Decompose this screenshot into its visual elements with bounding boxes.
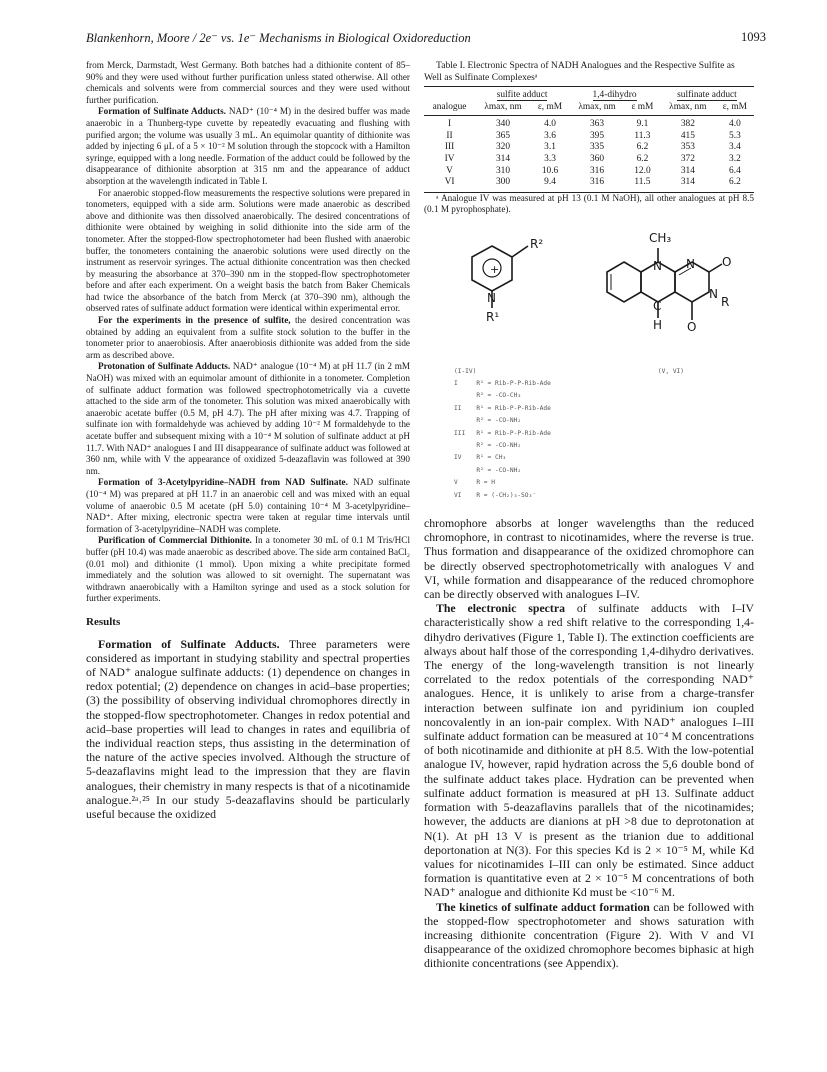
table-cell: 12.0 bbox=[634, 165, 651, 176]
table-cell: II bbox=[446, 130, 453, 141]
run-in-heading: Purification of Commercial Dithionite. bbox=[98, 535, 252, 546]
paragraph: from Merck, Darmstadt, West Germany. Both batches had a dithionite content of 85–90% and they were used without further purification unless stated otherwise. All other chemicals and solvents were from commercial sources and they were used without further purification. bbox=[86, 60, 410, 105]
group-header: sulfinate adduct bbox=[677, 90, 737, 100]
table-cell: 360 bbox=[589, 153, 605, 164]
paragraph: Formation of 3-Acetylpyridine–NADH from NAD Sulfinate. NAD sulfinate (10⁻⁴ M) was prepared at pH 11.7 in an anaerobic cell and was mixed with an equal volume of anaerobic 0.5 M acetate (pH 5.0) containing 10⁻⁴ M 3-acetylpyridine–NAD⁺. After mixing, electronic spectra were taken at regular time intervals until formation of 3-acetylpyridine–NADH was complete. bbox=[86, 477, 411, 534]
methyl-label: CH₃ bbox=[649, 230, 672, 245]
paragraph: Purification of Commercial Dithionite. In a tonometer 30 mL of 0.1 M Tris/HCl buffer (pH 10.4) was made anaerobic as described above. The side arm contained BaCl₂ (0.01 mol) and dithionite (1 mmol). Upon mixing a white precipitate formed immediately and the solution was allowed to sit overnight. The supernatant was withdrawn anaerobically with a Hamilton syringe and used as a stock solution for further experiments. bbox=[86, 535, 410, 604]
column-header: λmax, nm bbox=[475, 102, 531, 116]
run-in-heading: Protonation of Sulfinate Adducts. bbox=[98, 361, 231, 372]
table-cell: 3.1 bbox=[544, 142, 556, 153]
table-cell: 310 bbox=[495, 165, 511, 176]
table-cell: 314 bbox=[660, 177, 716, 192]
table-caption: Table I. Electronic Spectra of NADH Analogues and the Respective Sulfite as Well as Sulfinate Complexesᵃ bbox=[424, 60, 735, 83]
table-cell: 9.1 bbox=[636, 119, 649, 130]
table-cell: 365 bbox=[495, 130, 511, 141]
table-cell: 6.4 bbox=[729, 165, 741, 176]
n1-label: N bbox=[686, 256, 695, 271]
paragraph: chromophore absorbs at longer wavelengths than the reduced chromophore, in contrast to nicotinamides, where the reverse is true. Thus formation and disappearance of the oxidized chromophore can be directly observed spectrophotometrically with analogues V and VI, while formation and disappearance of the reduced chromophore can be directly observed with analogues I–IV. bbox=[424, 516, 754, 602]
legend-row: II R¹ = Rib-P-P-Rib-Ade bbox=[454, 404, 551, 412]
table-cell: 3.4 bbox=[729, 142, 741, 153]
left-column bbox=[86, 60, 410, 821]
table-cell: 314 bbox=[680, 165, 695, 176]
table-cell: 382 bbox=[680, 119, 695, 130]
table-cell: IV bbox=[444, 153, 455, 164]
table-cell: 6.2 bbox=[636, 153, 649, 164]
table-cell: 10.6 bbox=[541, 165, 559, 176]
page-header bbox=[86, 30, 766, 48]
c5-label: C bbox=[653, 298, 662, 313]
plus-sign: + bbox=[490, 262, 500, 276]
table-cell: 372 bbox=[680, 153, 695, 164]
h-label: H bbox=[653, 317, 663, 332]
legend-row: R² = -CO-CH₃ bbox=[454, 392, 522, 400]
table-cell: 3.6 bbox=[544, 130, 556, 141]
table-cell: 316 bbox=[589, 165, 605, 176]
run-in-heading: Formation of 3-Acetylpyridine–NADH from NAD Sulfinate. bbox=[98, 477, 348, 488]
table-cell: 5.3 bbox=[729, 130, 741, 141]
legend-label-left: (I-IV) bbox=[454, 367, 477, 375]
table-cell: I bbox=[447, 119, 452, 130]
page-number: 1093 bbox=[741, 30, 766, 44]
r2-label: R² bbox=[530, 236, 544, 251]
running-title: Blankenhorn, Moore / 2e⁻ vs. 1e⁻ Mechanisms in Biological Oxidoreduction bbox=[86, 31, 471, 45]
oxygen-label: O bbox=[722, 254, 732, 269]
paragraph: Formation of Sulfinate Adducts. Three parameters were considered as important in studying stability and spectral properties of NAD⁺ analogue sulfinate adducts: (1) dependence on changes in redox potential; (2) dependence on changes in acid–base properties; (3) the possibility of observing individual chromophores directly in the stopped-flow spectrophotometer. Changes in redox potential and acid–base properties will lead to changes in rates and equilibria of the individual reaction steps, thus assisting in the determination of the nature of the active species involved. Although the structure of 5-deazaflavins might lead to the impression that they are flavin analogues, their chemistry in many respects is that of a nicotinamide analogue.²ᵃ˒²⁵ In our study 5-deazaflavins should be particularly useful because the oxidized bbox=[86, 636, 410, 821]
paragraph: Protonation of Sulfinate Adducts. NAD⁺ analogue (10⁻⁴ M) at pH 11.7 (in 2 mM NaOH) was mixed with an equimolar amount of dithionite in a tonometer. Completion of sulfinate adduct formation was followed spectrophotometrically via a cuvette attached to the side arm of the tonometer. This solution was mixed anaerobically with anaerobic acetate buffer (0.5 M, pH 4.7). The pH after mixing was 4.7. Trapping of sulfinate ion with formaldehyde was achieved by adding 10⁻² M formaldehyde to the acetate buffer and subsequent mixing with a 10⁻⁴ M solution of sulfinate adduct at pH 11.7. With NAD⁺ analogues I and III disappearance of sulfinate adduct was followed at 360 nm, while with V the appearance of oxidized 5-deazaflavin was followed at 390 nm. bbox=[86, 361, 411, 476]
table-cell: III bbox=[444, 142, 455, 153]
table-cell: 4.0 bbox=[544, 119, 556, 130]
table-cell: 300 bbox=[475, 177, 531, 192]
table-cell: 353 bbox=[680, 142, 695, 153]
table-cell: 3.2 bbox=[729, 153, 741, 164]
structure-legend bbox=[454, 366, 754, 502]
table-row bbox=[424, 154, 754, 166]
table-cell: 314 bbox=[495, 153, 511, 164]
table-cell: 320 bbox=[495, 142, 511, 153]
paragraph: The electronic spectra of sulfinate adducts with I–IV characteristically show a red shift relative to the corresponding 1,4-dihydro derivatives (Figure 1, Table I). The extinction coefficients are always about half those of the corresponding 1,4-dihydro derivatives. The energy of the long-wavelength transition is not linearly correlated to the redox potentials of the corresponding NAD⁺ analogues. Hence, it is unlikely to arise from a charge-transfer interaction between sulfinate ion and pyridinium ion coupled noncovalently in an ion-pair complex. With NAD⁺ analogues I–III sulfinate adduct formation can be measured at 10⁻⁴ M concentrations of both nicotinamide and dithionite at pH 8.5. With the low-potential analogue IV, however, rapid hydration across the 5,6 double bond of the sulfinate adduct takes place. Hydration can be prevented when sulfinate adduct formation is measured at pH 13. Sulfinate adduct formation with 5-deazaflavins parallels that of the nicotinamides; however, the adducts are dianions at pH >8 due to deprotonation at N(1). At pH 13 V is present as the trianion due to additional deportonation at N(3). For this species Kd is 2 × 10⁻⁵ M, while Kd values for nicotinamides I–III can only be estimated. Since adduct formation is quantitative even at 2 × 10⁻⁵ M concentrations of both NAD⁺ analogue and dithionite Kd must be <10⁻⁶ M. bbox=[424, 601, 754, 900]
paragraph: The kinetics of sulfinate adduct formation can be followed with the stopped-flow spectrophotometer and shows saturation with increasing dithionite concentration (Figure 2). With V and VI disappearance of the oxidized chromophore becomes biphasic at high dithionite concentrations (see Appendix). bbox=[424, 899, 755, 971]
legend-label-right: (V, VI) bbox=[657, 367, 684, 375]
legend-row: III R¹ = Rib-P-P-Rib-Ade bbox=[454, 429, 551, 437]
group-header: sulfite adduct bbox=[496, 90, 548, 100]
run-in-heading: The kinetics of sulfinate adduct formation bbox=[436, 899, 650, 914]
legend-row: IV R¹ = CH₃ bbox=[454, 454, 507, 462]
n3-label: N bbox=[709, 286, 718, 301]
table-cell: VI bbox=[424, 177, 475, 192]
table-row bbox=[424, 116, 754, 131]
table-cell: 11.5 bbox=[625, 177, 660, 192]
bond bbox=[709, 264, 722, 272]
table-cell: 395 bbox=[589, 130, 605, 141]
spectra-table bbox=[424, 86, 754, 193]
table-cell: 415 bbox=[680, 130, 695, 141]
table-cell: 9.4 bbox=[531, 177, 569, 192]
table-row bbox=[424, 166, 754, 178]
run-in-heading: For the experiments in the presence of sulfite, bbox=[98, 315, 291, 326]
legend-row: V R = H bbox=[454, 479, 495, 487]
benzo-ring bbox=[607, 262, 641, 302]
run-in-heading: The electronic spectra bbox=[436, 601, 565, 616]
paragraph: For the experiments in the presence of sulfite, the desired concentration was obtained by adding an equivalent from a sulfite stock solution to the buffer in the tonometer prior to anaerobiosis. After anaerobiosis dithionite was added from the side arm as described above. bbox=[86, 315, 411, 360]
table-cell: 6.2 bbox=[636, 142, 649, 153]
table-cell: 335 bbox=[589, 142, 605, 153]
table-row bbox=[424, 131, 754, 143]
legend-row: VI R = (-CH₂)₃-SO₃⁻ bbox=[454, 491, 536, 499]
column-header: λmax, nm bbox=[660, 102, 716, 116]
legend-row: R² = -CO-NH₂ bbox=[454, 417, 522, 425]
column-header: λmax, nm bbox=[569, 102, 625, 116]
right-column bbox=[424, 60, 754, 971]
r1-label: R¹ bbox=[486, 309, 500, 324]
legend-row: I R¹ = Rib-P-P-Rib-Ade bbox=[454, 379, 551, 387]
column-header: ε, mM bbox=[716, 102, 754, 116]
r-label: R bbox=[721, 294, 730, 309]
table-cell: 340 bbox=[495, 119, 511, 130]
table-cell: 3.3 bbox=[544, 153, 556, 164]
bond bbox=[512, 246, 528, 257]
column-header: ε mM bbox=[625, 102, 660, 116]
table-cell: 316 bbox=[569, 177, 625, 192]
oxygen-label: O bbox=[687, 319, 697, 334]
table-row bbox=[424, 177, 754, 192]
chemical-structures bbox=[434, 228, 734, 360]
paragraph: Formation of Sulfinate Adducts. NAD⁺ (10⁻⁴ M) in the desired buffer was made anaerobic in a Thunberg-type cuvette by repeatedly evacuating and flushing with purified argon; the volume was usually 3 mL. An equimolar quantity of dithionite was added by injecting 6 μL of a 5 × 10⁻² M solution through the stopcock with a Hamilton syringe, equipped with a long needle. Formation of the adduct could be followed by the disappearance of dithionite absorption at 315 nm and the appearance of adduct absorption at the wavelength indicated in Table I. bbox=[86, 106, 410, 186]
table-cell: 363 bbox=[589, 119, 605, 130]
table-cell: 4.0 bbox=[729, 119, 741, 130]
run-in-heading: Formation of Sulfinate Adducts. bbox=[98, 106, 226, 117]
group-header: 1,4-dihydro bbox=[592, 90, 637, 100]
table-row bbox=[424, 142, 754, 154]
table-cell: 11.3 bbox=[634, 130, 651, 141]
right-column-body bbox=[424, 516, 754, 971]
column-header: analogue bbox=[424, 102, 475, 116]
column-header: ε, mM bbox=[531, 102, 569, 116]
n10-label: N bbox=[653, 258, 662, 273]
table-footnote: ᵃ Analogue IV was measured at pH 13 (0.1 M NaOH), all other analogues at pH 8.5 (0.1 M pyrophosphate). bbox=[424, 192, 754, 215]
run-in-heading: Formation of Sulfinate Adducts. bbox=[98, 636, 280, 651]
legend-row: R² = -CO-NH₂ bbox=[454, 442, 522, 449]
table-cell: 6.2 bbox=[716, 177, 754, 192]
legend-row: R² = -CO-NH₂ bbox=[454, 466, 522, 474]
section-heading-results: Results bbox=[86, 615, 121, 628]
paragraph: For anaerobic stopped-flow measurements the respective solutions were prepared in tonometers, equipped with a side arm. Solutions were made anaerobic as described above and dithionite was then dissolved anaerobically. The desired concentrations of dithionite were obtained by weighing in solid dithionite into the side arm of the tonometer. After the stopped-flow spectrophotometer had been flushed with anaerobic buffer, the tonometers containing the anaerobic solutions were used directly on the instrument as reservoir syringes. The actual dithionite concentration was then checked by measuring the absorbance at 370–390 nm in the stopped-flow spectrophotometer before and after each experiment. On a weight basis the batch from Baker Chemicals had twice the absorbance of the batch from Merck (at 370–390 nm), although the observed rates of sulfinate adduct formation were identical within experimental error. bbox=[86, 187, 410, 314]
ring-nitrogen: N bbox=[487, 290, 496, 305]
table-cell: V bbox=[446, 165, 453, 176]
